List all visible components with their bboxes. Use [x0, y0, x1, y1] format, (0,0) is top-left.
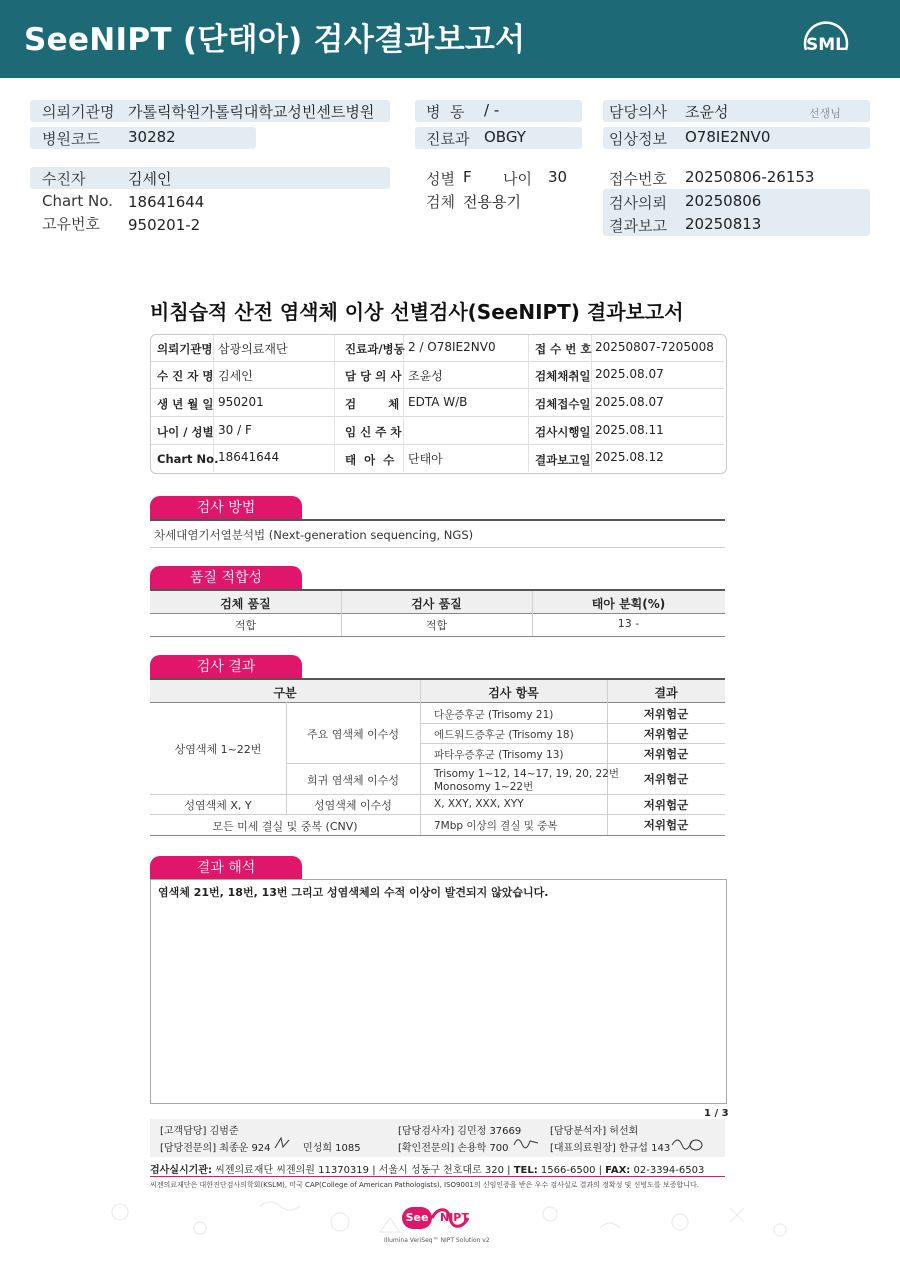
- quality-col-specimen: 검체 품질: [220, 597, 271, 611]
- sml-logo: [800, 16, 852, 62]
- footer-director: [대표의료원장] 한규섭 143: [550, 1143, 671, 1154]
- results-bottom-rule: [150, 835, 725, 836]
- pt-org-label: 의뢰기관명: [157, 342, 213, 356]
- results-rare: 희귀 염색체 이수성: [306, 774, 399, 787]
- pt-receipt-label: 접 수 번 호: [535, 342, 592, 356]
- fax-label: FAX:: [605, 1165, 631, 1176]
- pt-spec-label: 검 체: [345, 397, 400, 411]
- pt-test: 2025.08.11: [595, 423, 664, 437]
- quality-test-value: 적합: [425, 619, 448, 632]
- results-header-rule: [150, 702, 725, 703]
- results-item-sex: X, XXY, XXX, XYY: [434, 798, 524, 810]
- pt-test-label: 검사시행일: [535, 425, 591, 439]
- ptable-divider: [151, 416, 724, 417]
- receipt-label: 접수번호: [609, 170, 667, 188]
- method-bottom-rule: [150, 547, 725, 548]
- quality-heading: 품질 적합성: [150, 566, 302, 590]
- pt-doctor: 조윤성: [408, 369, 443, 383]
- results-row-rule: [420, 723, 725, 724]
- ptable-divider: [151, 361, 724, 362]
- footer-customer: [고객담당] 김범준: [160, 1126, 239, 1137]
- results-item-t13: 파타우증후군 (Trisomy 13): [434, 749, 564, 761]
- footer-specialist: [담당전문의] 최종운 924: [160, 1143, 271, 1154]
- ptable-col-sep: [528, 335, 529, 472]
- ptable-divider: [151, 444, 724, 445]
- request-label: 검사의뢰: [609, 194, 667, 212]
- pt-chart: 18641644: [218, 450, 280, 464]
- pt-gest-label: 임 신 주 차: [345, 425, 402, 439]
- pt-dept: 2 / O78IE2NV0: [408, 340, 496, 354]
- results-cnv: 모든 미세 결실 및 중복 (CNV): [212, 820, 358, 833]
- tel-value: 1566-6500 |: [540, 1165, 602, 1176]
- results-autosome: 상염색체 1~22번: [174, 743, 262, 756]
- interpretation-heading: 결과 해석: [150, 856, 302, 880]
- seenipt-logo: [402, 1205, 472, 1231]
- report-value: 20250813: [685, 215, 762, 233]
- ward-value: / -: [484, 101, 500, 119]
- results-item-monosomy: Monosomy 1~22번: [434, 781, 534, 793]
- receipt-value: 20250806-26153: [685, 168, 815, 186]
- page-title: SeeNIPT (단태아) 검사결과보고서: [24, 22, 526, 58]
- pt-receipt: 20250807-7205008: [595, 340, 714, 354]
- interpretation-text: 염색체 21번, 18번, 13번 그리고 성염색체의 수적 이상이 발견되지 않았습니다.: [158, 886, 549, 899]
- pt-name: 김세인: [218, 369, 253, 383]
- fax-value: 02-3394-6503: [633, 1165, 705, 1176]
- clinical-label: 임상정보: [609, 130, 667, 148]
- pt-org: 삼광의료재단: [218, 342, 288, 356]
- pt-birth: 950201: [218, 395, 264, 409]
- results-row-rule: [150, 794, 725, 795]
- quality-header-rule: [150, 613, 725, 614]
- footer-confirm: [확인전문의] 손용학 700: [398, 1143, 509, 1154]
- brand-subtitle: Illumina VeriSeq™ NIPT Solution v2: [384, 1237, 490, 1244]
- results-value: 저위험군: [643, 707, 689, 721]
- pt-dept-label: 진료과/병동: [345, 342, 405, 356]
- interpretation-box: [150, 879, 727, 1104]
- patient-value: 김세인: [128, 170, 172, 188]
- pt-recv-label: 검체접수일: [535, 397, 591, 411]
- pt-fetus-label: 태 아 수: [345, 453, 395, 467]
- hosp-code-label: 병원코드: [42, 130, 100, 148]
- results-value: 저위험군: [643, 727, 689, 741]
- results-value: 저위험군: [643, 818, 689, 832]
- pt-doctor-label: 담 당 의 사: [345, 369, 402, 383]
- certification-text: 씨젠의료재단은 대한진단검사의학회(KSLM), 미국 CAP(College of American Pathologists), ISO9001의 신임인증을 받은 우수 검사실로 결과의 정확성 및 신빙도를 보증합니다.: [150, 1181, 699, 1189]
- clinical-value: O78IE2NV0: [685, 128, 771, 146]
- ward-label: 병 동: [426, 103, 465, 121]
- ptable-divider: [151, 388, 724, 389]
- sex-value: F: [463, 168, 472, 186]
- page-number: 1 / 3: [704, 1108, 729, 1119]
- quality-fetal-value: 13 -: [617, 617, 640, 630]
- quality-col-fetal: 태아 분획(%): [591, 597, 666, 611]
- results-row-rule: [150, 814, 725, 815]
- signature-mark: [512, 1133, 540, 1151]
- dept-label: 진료과: [426, 130, 470, 148]
- dept-value: OBGY: [484, 128, 526, 146]
- tel-label: TEL:: [513, 1165, 538, 1176]
- results-item-t21: 다운증후군 (Trisomy 21): [434, 709, 554, 721]
- specimen-label: 검체: [426, 193, 455, 211]
- age-label: 나이: [503, 170, 532, 188]
- results-item-cnv: 7Mbp 이상의 결실 및 중복: [434, 820, 558, 832]
- institute-label: 검사실시기관:: [150, 1165, 212, 1176]
- footer-accent-rule: [150, 1176, 725, 1177]
- quality-col-test: 검사 품질: [411, 597, 462, 611]
- footer-checker: [담당검사자] 김민정 37669: [398, 1126, 522, 1137]
- results-col-result: 결과: [654, 686, 678, 700]
- report-label: 결과보고: [609, 217, 667, 235]
- chart-value: 18641644: [128, 193, 205, 211]
- signature-mark: [273, 1135, 291, 1151]
- pt-collect: 2025.08.07: [595, 367, 664, 381]
- pt-recv: 2025.08.07: [595, 395, 664, 409]
- pt-collect-label: 검체채취일: [535, 369, 591, 383]
- specimen-value: 전용용기: [463, 193, 521, 211]
- hosp-code-value: 30282: [128, 128, 176, 146]
- results-row-rule: [286, 763, 725, 764]
- pt-name-label: 수 진 자 명: [157, 369, 214, 383]
- age-value: 30: [548, 168, 568, 186]
- chart-label: Chart No.: [42, 192, 113, 210]
- header-bar: [0, 0, 900, 78]
- doctor-suffix: 선생님: [809, 107, 841, 120]
- pt-chart-label: Chart No.: [157, 452, 219, 466]
- results-sexaneu: 성염색체 이수성: [314, 799, 392, 812]
- results-major: 주요 염색체 이수성: [306, 728, 399, 741]
- method-text: 차세대염기서열분석법 (Next-generation sequencing, NGS): [154, 528, 474, 542]
- results-row-rule: [420, 743, 725, 744]
- results-value: 저위험군: [643, 772, 689, 786]
- pt-rep-label: 결과보고일: [535, 453, 591, 467]
- req-org-value: 가톨릭학원가톨릭대학교성빈센트병원: [128, 103, 375, 121]
- results-col-sep: [420, 680, 421, 835]
- uid-label: 고유번호: [42, 215, 100, 233]
- results-item-t18: 에드워드증후군 (Trisomy 18): [434, 729, 574, 741]
- pt-spec: EDTA W/B: [408, 395, 468, 409]
- patient-label: 수진자: [42, 170, 86, 188]
- pt-rep: 2025.08.12: [595, 450, 664, 464]
- results-sexchr: 성염색체 X, Y: [184, 799, 252, 812]
- req-org-label: 의뢰기관명: [42, 103, 115, 121]
- pt-agesex-label: 나이 / 성별: [157, 425, 214, 439]
- results-heading: 검사 결과: [150, 655, 302, 679]
- footer-analyst: [담당분석자] 허선회: [550, 1126, 639, 1137]
- pt-agesex: 30 / F: [218, 423, 252, 437]
- institute-line: [150, 1161, 704, 1176]
- request-value: 20250806: [685, 192, 762, 210]
- uid-value: 950201-2: [128, 216, 201, 234]
- results-value: 저위험군: [643, 747, 689, 761]
- quality-bottom-rule: [150, 636, 725, 637]
- method-heading: 검사 방법: [150, 496, 302, 520]
- sex-label: 성별: [426, 170, 455, 188]
- logo-nipt: NIPT: [440, 1211, 469, 1224]
- results-col-category: 구분: [273, 686, 297, 700]
- doctor-value: 조윤성: [685, 103, 729, 121]
- doctor-label: 담당의사: [609, 103, 667, 121]
- report-title: 비침습적 산전 염색체 이상 선별검사(SeeNIPT) 결과보고서: [150, 300, 684, 324]
- results-value: 저위험군: [643, 798, 689, 812]
- pt-fetus: 단태아: [408, 452, 443, 466]
- quality-specimen-value: 적합: [234, 619, 257, 632]
- ptable-col-sep: [334, 335, 335, 472]
- institute-info: 씨젠의료재단 씨젠의원 11370319 | 서울시 성동구 천호대로 320 |: [215, 1165, 511, 1176]
- logo-see: See: [402, 1207, 432, 1229]
- section-rule: [150, 519, 725, 521]
- results-col-item: 검사 항목: [488, 686, 539, 700]
- results-item-trisomy-rare: Trisomy 1~12, 14~17, 19, 20, 22번: [434, 768, 620, 780]
- pt-birth-label: 생 년 월 일: [157, 397, 214, 411]
- logo-text: SML: [806, 35, 846, 55]
- signature-mark: [670, 1133, 704, 1153]
- footer-specialist2: 민성희 1085: [303, 1143, 361, 1154]
